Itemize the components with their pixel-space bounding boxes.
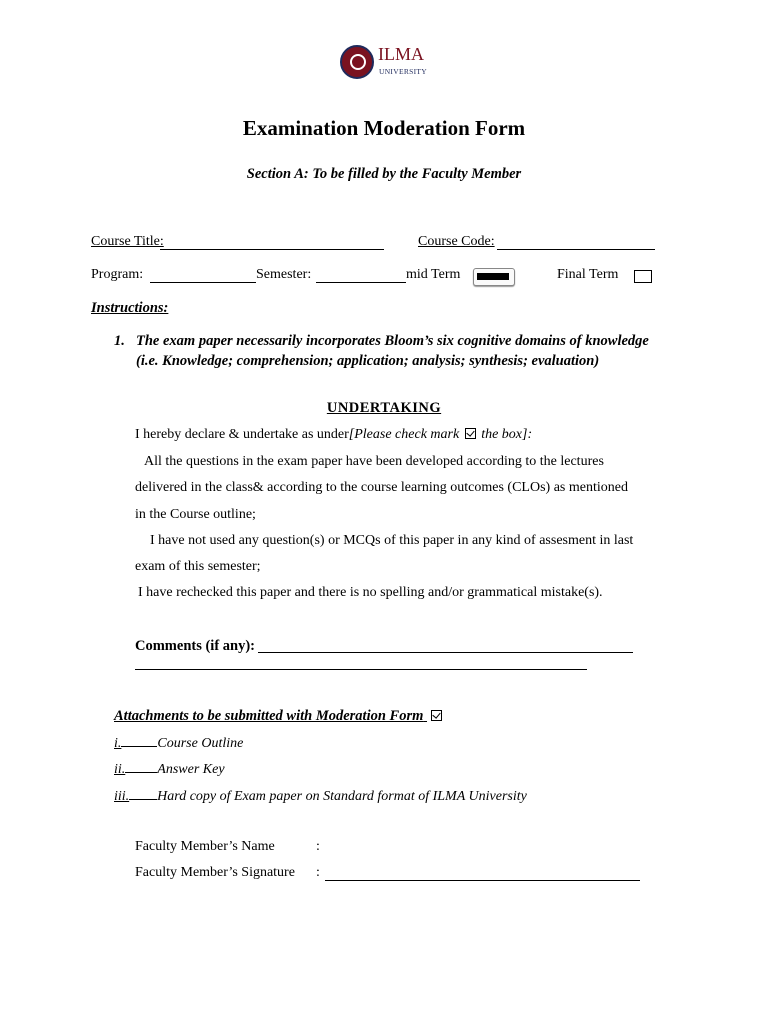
semester-label: Semester: bbox=[256, 267, 312, 282]
final-term-checkbox[interactable] bbox=[634, 270, 652, 283]
faculty-name-colon: : bbox=[316, 839, 320, 854]
instruction-line-2: (i.e. Knowledge; comprehension; application; analysis; synthesis; evaluation) bbox=[136, 353, 600, 369]
declare-text: I hereby declare & undertake as under bbox=[135, 427, 349, 442]
course-code-label: Course Code: bbox=[418, 234, 495, 249]
faculty-signature-colon: : bbox=[316, 865, 320, 880]
university-logo bbox=[338, 40, 432, 92]
comments-label: Comments (if any): bbox=[135, 638, 256, 654]
faculty-name-label: Faculty Member’s Name bbox=[135, 839, 275, 854]
point3-line: I have rechecked this paper and there is no spelling and/or grammatical mistake(s). bbox=[138, 585, 603, 600]
declare-note-post: the box]: bbox=[481, 427, 533, 442]
logo-name: ILMA bbox=[378, 44, 424, 64]
logo-subtitle: UNIVERSITY bbox=[379, 67, 427, 76]
logo-emblem-icon bbox=[340, 45, 374, 79]
point1-line-2: delivered in the class& according to the course learning outcomes (CLOs) as mentioned bbox=[135, 480, 628, 495]
course-title-label: Course Title: bbox=[91, 234, 164, 249]
section-heading: Section A: To be filled by the Faculty Member bbox=[246, 166, 522, 182]
program-label: Program: bbox=[91, 267, 144, 282]
attachment-item bbox=[114, 760, 225, 778]
program-field[interactable] bbox=[150, 282, 256, 283]
attachments-heading-text: Attachments to be submitted with Moderation Form bbox=[114, 708, 424, 724]
point2-line-2: exam of this semester; bbox=[135, 559, 261, 574]
faculty-signature-label: Faculty Member’s Signature bbox=[135, 865, 295, 880]
course-title-field[interactable] bbox=[160, 249, 384, 250]
attachments-heading bbox=[114, 708, 444, 725]
attachment-number: ii. bbox=[114, 762, 126, 777]
declare-note-pre: [Please check mark bbox=[348, 427, 460, 442]
mid-term-label: mid Term bbox=[406, 267, 461, 282]
point1-line-3: in the Course outline; bbox=[135, 507, 256, 522]
check-mark-icon bbox=[431, 710, 442, 721]
course-code-field[interactable] bbox=[497, 249, 655, 250]
semester-field[interactable] bbox=[316, 282, 406, 283]
attachment-label: Course Outline bbox=[157, 736, 244, 751]
instruction-line-1: The exam paper necessarily incorporates Bloom’s six cognitive domains of knowledge bbox=[136, 333, 649, 349]
instruction-number: 1. bbox=[114, 333, 125, 349]
point2-line-1: I have not used any question(s) or MCQs of this paper in any kind of assesment in last bbox=[150, 533, 634, 548]
attachment-label: Hard copy of Exam paper on Standard format of ILMA University bbox=[157, 789, 527, 804]
instructions-heading: Instructions: bbox=[91, 300, 169, 316]
attachment-label: Answer Key bbox=[157, 762, 225, 777]
mid-term-checkbox[interactable] bbox=[473, 268, 515, 286]
form-title: Examination Moderation Form bbox=[242, 116, 526, 140]
comments-field-line-1[interactable] bbox=[258, 652, 633, 653]
attachment-number: i. bbox=[114, 736, 122, 751]
faculty-signature-field[interactable] bbox=[325, 880, 640, 881]
point1-line-1: All the questions in the exam paper have been developed according to the lectures bbox=[144, 454, 604, 469]
attachment-item bbox=[114, 734, 243, 752]
final-term-label: Final Term bbox=[557, 267, 619, 282]
declare-line bbox=[135, 427, 532, 443]
undertaking-heading: UNDERTAKING bbox=[326, 400, 442, 416]
attachment-item bbox=[114, 787, 527, 805]
comments-field-line-2[interactable] bbox=[135, 669, 587, 670]
check-mark-icon bbox=[465, 428, 476, 439]
attachment-number: iii. bbox=[114, 789, 130, 804]
